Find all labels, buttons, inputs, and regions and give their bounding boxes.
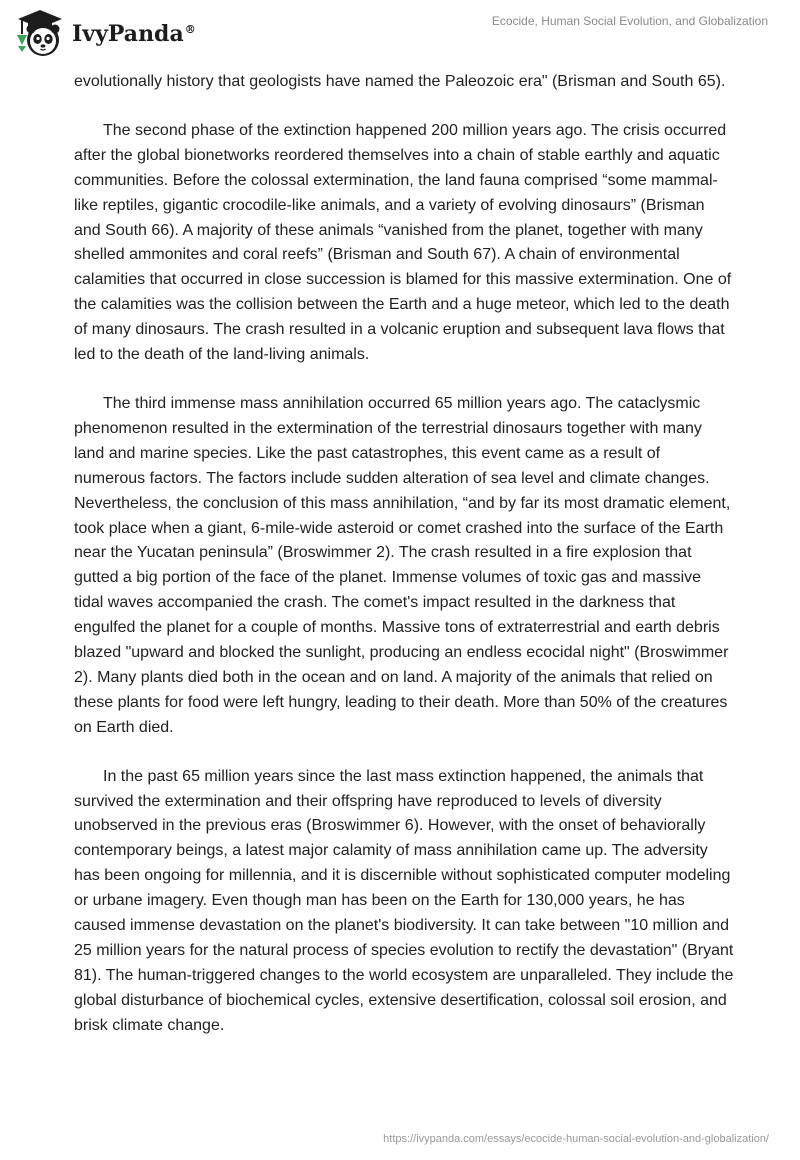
paragraph-second-phase: The second phase of the extinction happened 200 million years ago. The crisis occurred after the global bionetworks reordered themselves into a chain of stable earthly and aquatic communities. Before the colossal extermination, the land fauna comprised “some mammal-like reptiles, gigantic crocodile-like animals, and a variety of evolving dinosaurs” (Brisman and South 66). A majority of these animals “vanished from the planet, together with many shelled ammonites and coral reefs” (Brisman and South 67). A chain of environmental calamities that occurred in close succession is blamed for this massive extermination. One of the calamities was the collision between the Earth and a huge meteor, which led to the death of many dinosaurs. The crash resulted in a volcanic eruption and subsequent lava flows that led to the death of the land-living animals. (74, 121, 732, 364)
document-title: Ecocide, Human Social Evolution, and Globalization (491, 14, 768, 28)
panda-graduate-icon (14, 8, 66, 58)
essay-body (74, 70, 734, 1039)
paragraph-third-annihilation: The third immense mass annihilation occurred 65 million years ago. The cataclysmic phenomenon resulted in the extermination of the terrestrial dinosaurs together with many land and marine species. Like the past catastrophes, this event came as a result of numerous factors. The factors include sudden alteration of sea level and climate changes. Nevertheless, the conclusion of this mass annihilation, “and by far its most dramatic element, took place when a giant, 6-mile-wide asteroid or comet crashed into the surface of the Earth near the Yucatan peninsula” (Broswimmer 2). The crash resulted in a fire explosion that gutted a big portion of the face of the planet. Immense volumes of toxic gas and massive tidal waves accompanied the crash. The comet's impact resulted in the darkness that engulfed the planet for a couple of months. Massive tons of extraterrestrial and earth debris blazed "upward and blocked the sunlight, producing an endless ecocidal night" (Broswimmer 2). Many plants died both in the ocean and on land. A majority of the animals that relied on these plants for food were left hungry, leading to their death. More than 50% of the creatures on Earth died. (74, 394, 731, 736)
ivypanda-logo[interactable] (14, 8, 196, 58)
paragraph-continued: evolutionally history that geologists have named the Paleozoic era" (Brisman and South 65). (74, 73, 726, 90)
brand-name: IvyPanda® (72, 21, 196, 47)
page-header (0, 0, 800, 64)
paragraph-past-65-million: In the past 65 million years since the last mass extinction happened, the animals that survived the extermination and their offspring have reproduced to levels of diversity unobserved in the previous eras (Broswimmer 6). However, with the onset of behaviorally contemporary beings, a latest major calamity of mass annihilation came up. The adversity has been ongoing for millennia, and it is discernible without sophisticated computer modeling or urbane imagery. Even though man has been on the Earth for 130,000 years, he has caused immense devastation on the planet's biodiversity. It can take between "10 million and 25 million years for the natural process of species evolution to rectify the devastation" (Bryant 81). The human-triggered changes to the world ecosystem are unparalleled. They include the global disturbance of biochemical cycles, extensive desertification, colossal soil erosion, and brisk climate change. (74, 767, 734, 1034)
source-url[interactable]: https://ivypanda.com/essays/ecocide-human-social-evolution-and-globalization/ (383, 1133, 769, 1145)
registered-mark: ® (184, 22, 196, 36)
